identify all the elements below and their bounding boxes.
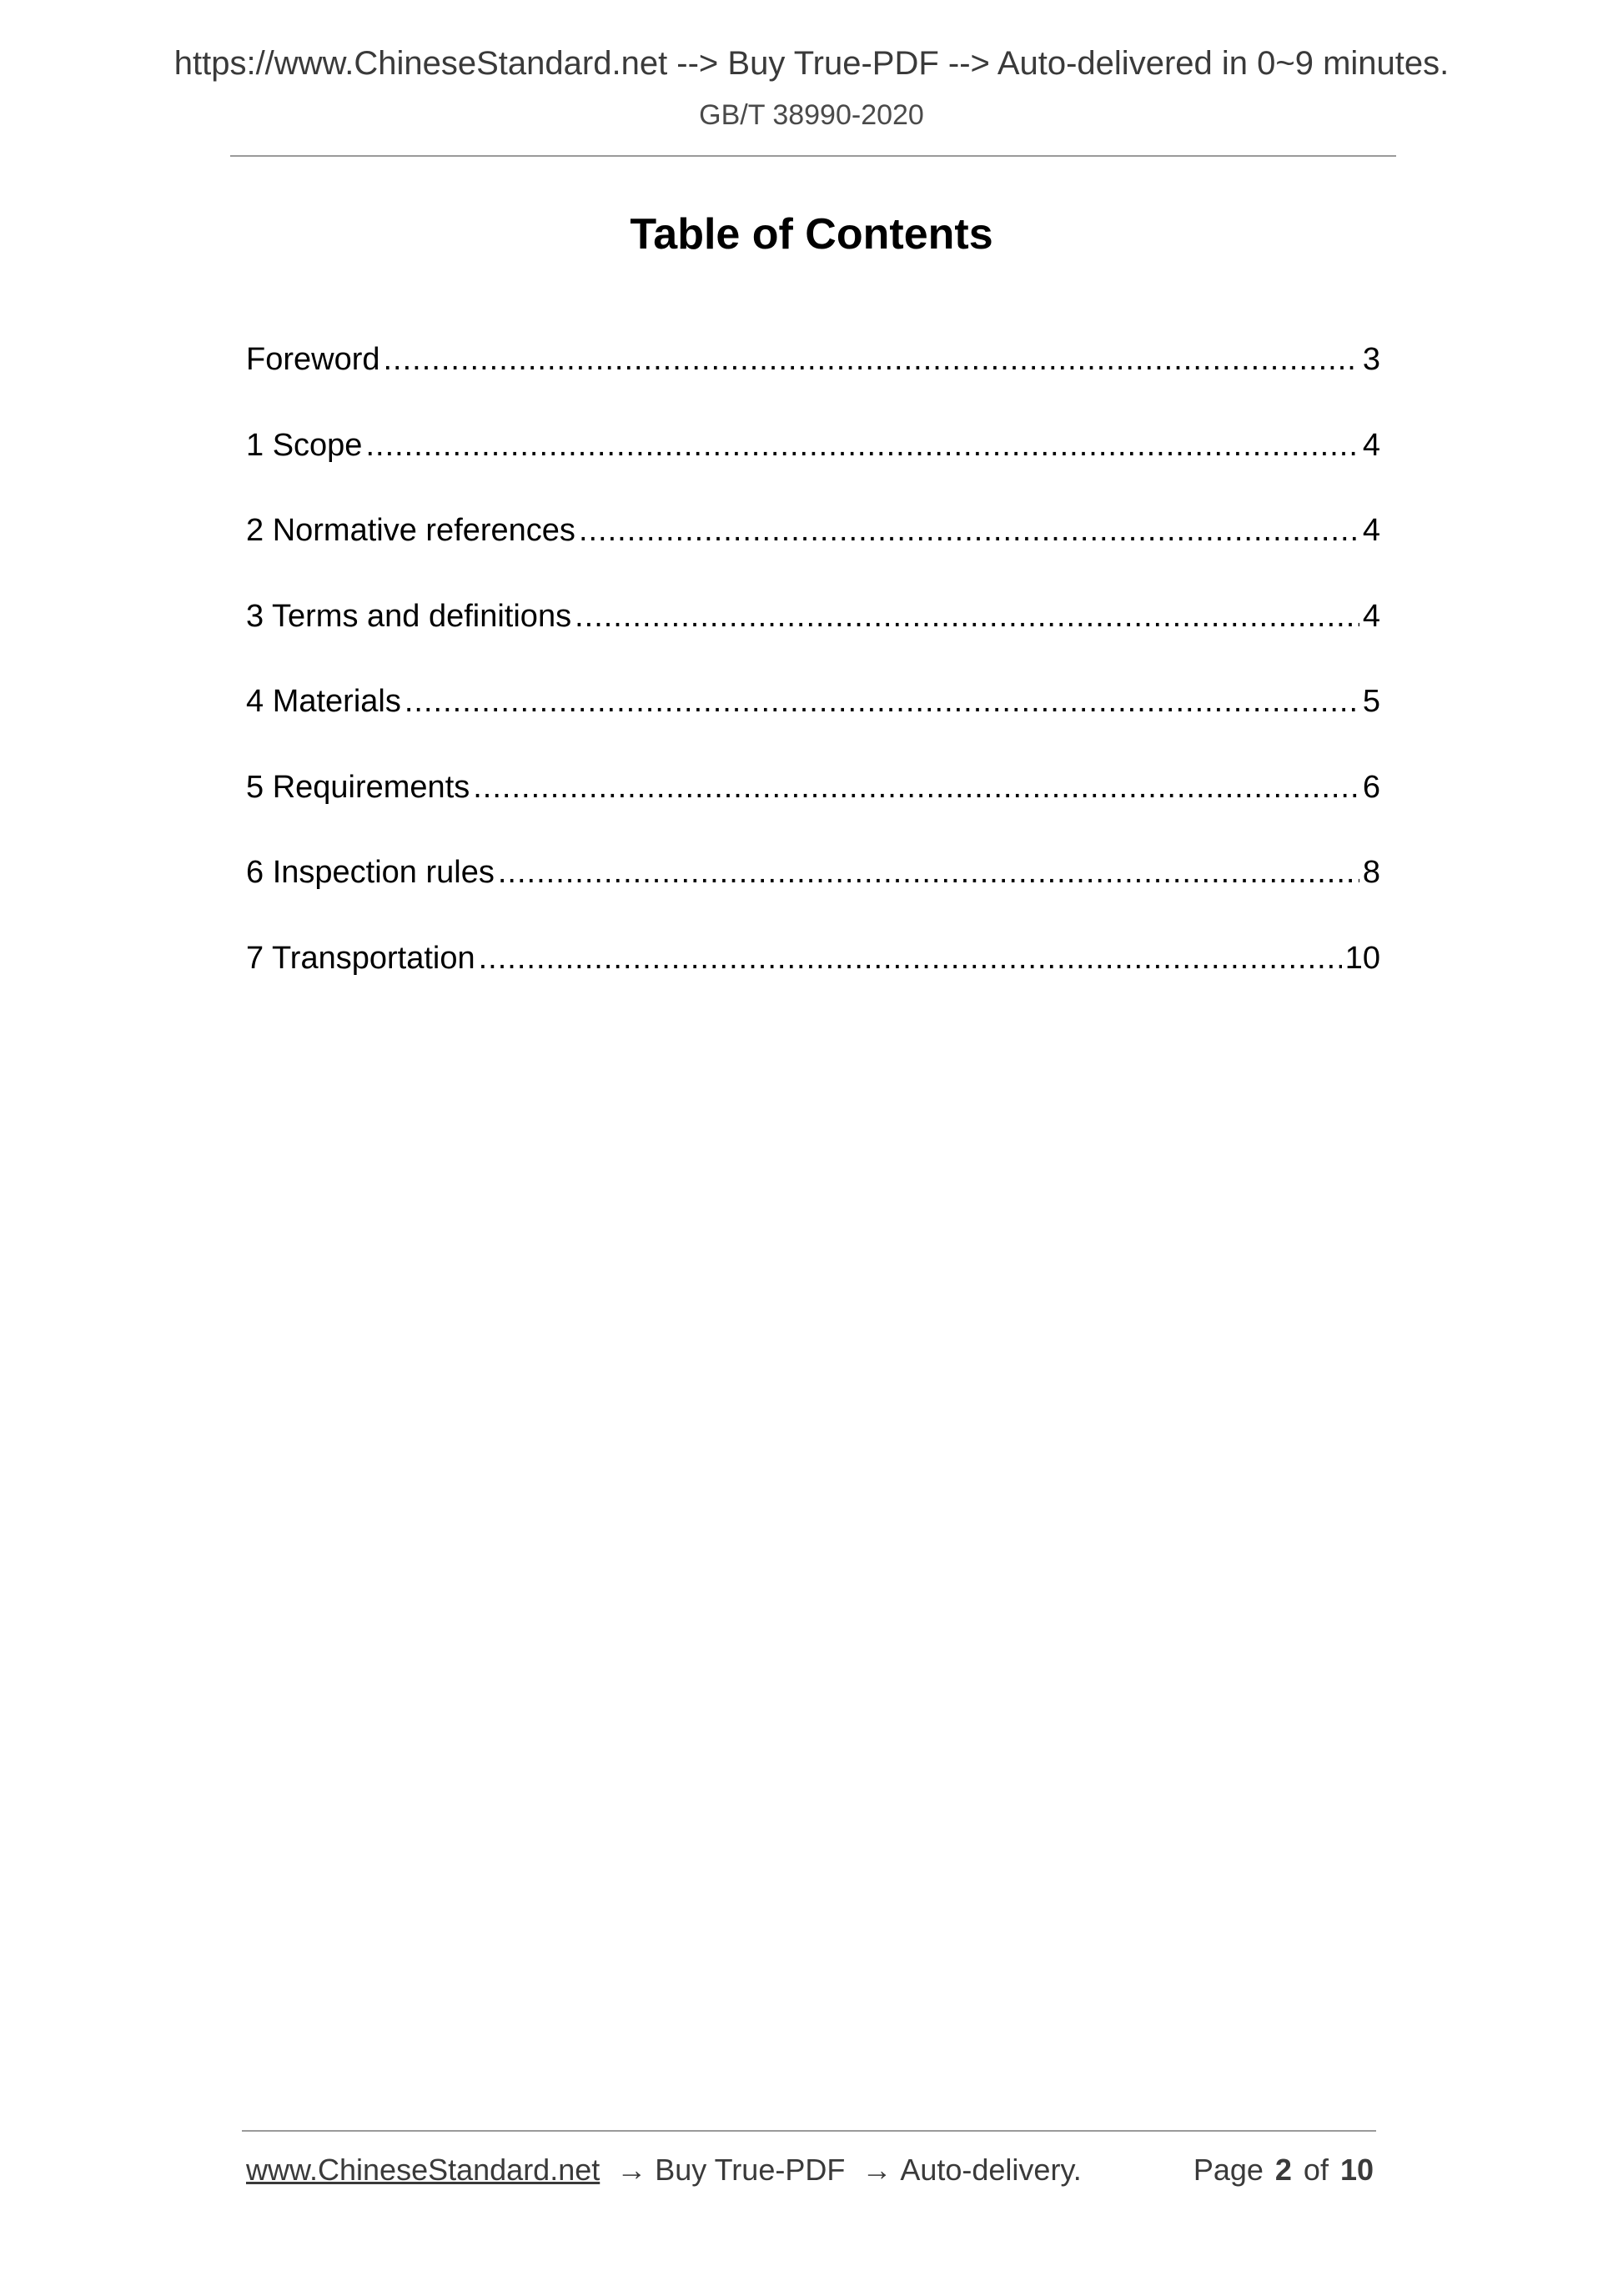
- toc-entry-page: 4: [1362, 427, 1380, 463]
- toc-entry-label: 6 Inspection rules: [246, 855, 495, 890]
- toc-entry-page: 6: [1362, 769, 1380, 805]
- toc-list: [246, 340, 1380, 1024]
- toc-leader-dots: [579, 511, 1359, 550]
- footer-divider: [242, 2130, 1376, 2132]
- toc-leader-dots: [498, 853, 1359, 892]
- toc-entry-page: 8: [1362, 855, 1380, 890]
- toc-leader-dots: [384, 340, 1359, 379]
- toc-entry-page: 4: [1362, 513, 1380, 548]
- toc-entry-label: 4 Materials: [246, 684, 401, 719]
- toc-entry-terms-and-definitions[interactable]: [246, 597, 1380, 683]
- toc-entry-foreword[interactable]: [246, 340, 1380, 426]
- toc-leader-dots: [479, 939, 1342, 977]
- toc-leader-dots: [365, 426, 1359, 465]
- footer-site-link[interactable]: www.ChineseStandard.net: [246, 2153, 600, 2187]
- standard-code: GB/T 38990-2020: [699, 99, 924, 131]
- toc-entry-materials[interactable]: [246, 682, 1380, 768]
- toc-entry-requirements[interactable]: [246, 768, 1380, 854]
- toc-entry-label: 2 Normative references: [246, 513, 575, 548]
- toc-entry-label: Foreword: [246, 342, 380, 377]
- toc-leader-dots: [473, 768, 1359, 806]
- footer-left: [246, 2150, 1082, 2190]
- toc-entry-page: 5: [1362, 684, 1380, 719]
- toc-entry-label: 1 Scope: [246, 427, 363, 463]
- page-word: Page: [1193, 2153, 1264, 2187]
- header-divider: [230, 155, 1396, 157]
- toc-leader-dots: [575, 597, 1359, 636]
- current-page: 2: [1274, 2153, 1292, 2187]
- footer-buy-text: Buy True-PDF: [655, 2153, 846, 2187]
- footer-delivery-text: Auto-delivery.: [900, 2153, 1082, 2187]
- page-footer: [246, 2150, 1374, 2192]
- toc-entry-label: 3 Terms and definitions: [246, 598, 572, 634]
- toc-entry-page: 10: [1344, 940, 1380, 976]
- toc-entry-label: 5 Requirements: [246, 769, 470, 805]
- of-word: of: [1303, 2153, 1329, 2187]
- toc-entry-page: 4: [1362, 598, 1380, 634]
- top-banner: https://www.ChineseStandard.net --> Buy True-PDF --> Auto-delivered in 0~9 minutes.: [173, 45, 1450, 82]
- toc-entry-normative-references[interactable]: [246, 511, 1380, 597]
- toc-entry-inspection-rules[interactable]: [246, 853, 1380, 939]
- toc-entry-page: 3: [1362, 342, 1380, 377]
- toc-entry-label: 7 Transportation: [246, 940, 475, 976]
- total-pages: 10: [1339, 2153, 1374, 2187]
- toc-leader-dots: [404, 682, 1359, 721]
- page-number: [1193, 2150, 1374, 2190]
- arrow-right-icon: →: [862, 2153, 892, 2187]
- page-title: Table of Contents: [630, 210, 993, 259]
- arrow-right-icon: →: [616, 2153, 647, 2187]
- toc-entry-transportation[interactable]: [246, 939, 1380, 1025]
- toc-entry-scope[interactable]: [246, 426, 1380, 512]
